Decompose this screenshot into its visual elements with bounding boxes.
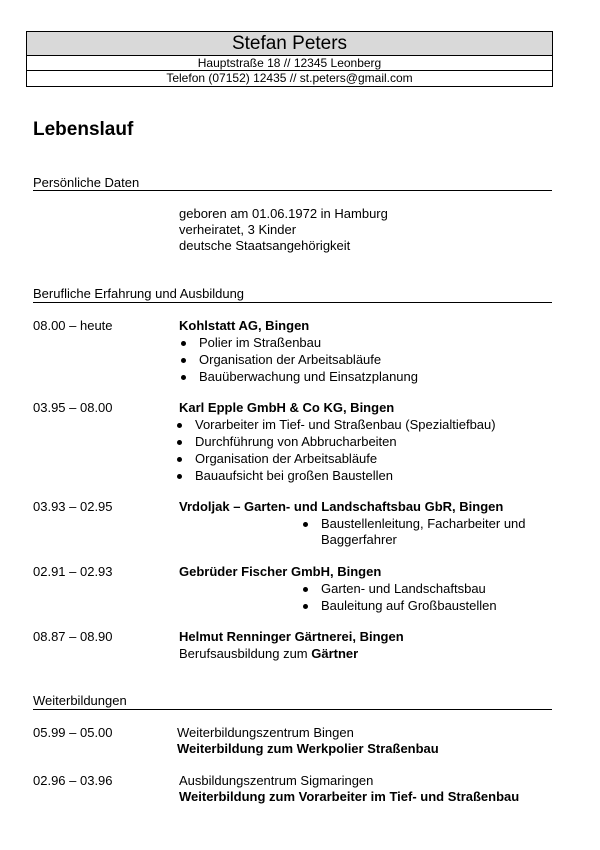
entry-item: Durchführung von Abbrucharbeiten bbox=[195, 434, 397, 449]
training-course: Weiterbildung zum Vorarbeiter im Tief- und Straßenbau bbox=[179, 789, 520, 804]
section-divider bbox=[33, 190, 552, 191]
training-course: Weiterbildung zum Werkpolier Straßenbau bbox=[177, 741, 439, 756]
bullet-icon bbox=[177, 440, 182, 445]
entry-item: Bauüberwachung und Einsatzplanung bbox=[199, 369, 419, 384]
entry-date: 08.87 – 08.90 bbox=[33, 629, 113, 644]
entry-company: Vrdoljak – Garten- und Landschaftsbau GbR, Bingen bbox=[179, 499, 504, 514]
resume-header bbox=[26, 31, 553, 87]
entry-item: Bauleitung auf Großbaustellen bbox=[321, 598, 497, 613]
section-heading-experience: Berufliche Erfahrung und Ausbildung bbox=[33, 286, 245, 301]
personal-line: deutsche Staatsangehörigkeit bbox=[179, 238, 351, 253]
bullet-icon bbox=[303, 587, 308, 592]
training-date: 02.96 – 03.96 bbox=[33, 773, 113, 788]
bullet-icon bbox=[181, 375, 186, 380]
training-institution: Ausbildungszentrum Sigmaringen bbox=[179, 773, 374, 788]
applicant-name: Stefan Peters bbox=[27, 32, 552, 56]
entry-description bbox=[179, 646, 358, 662]
entry-description-profession: Gärtner bbox=[311, 646, 359, 661]
entry-description-text: Berufsausbildung zum bbox=[179, 646, 312, 661]
section-heading-personal: Persönliche Daten bbox=[33, 175, 140, 190]
entry-item: Organisation der Arbeitsabläufe bbox=[199, 352, 382, 367]
entry-item: Organisation der Arbeitsabläufe bbox=[195, 451, 378, 466]
bullet-icon bbox=[303, 604, 308, 609]
entry-item: Vorarbeiter im Tief- und Straßenbau (Spezialtiefbau) bbox=[195, 417, 496, 432]
bullet-icon bbox=[181, 341, 186, 346]
entry-company: Gebrüder Fischer GmbH, Bingen bbox=[179, 564, 382, 579]
training-institution: Weiterbildungszentrum Bingen bbox=[177, 725, 354, 740]
entry-date: 08.00 – heute bbox=[33, 318, 113, 333]
entry-company: Kohlstatt AG, Bingen bbox=[179, 318, 310, 333]
section-heading-training: Weiterbildungen bbox=[33, 693, 127, 708]
entry-company: Helmut Renninger Gärtnerei, Bingen bbox=[179, 629, 404, 644]
entry-item: Polier im Straßenbau bbox=[199, 335, 322, 350]
bullet-icon bbox=[177, 474, 182, 479]
entry-date: 03.95 – 08.00 bbox=[33, 400, 113, 415]
personal-line: geboren am 01.06.1972 in Hamburg bbox=[179, 206, 388, 221]
section-divider bbox=[33, 302, 552, 303]
applicant-contact: Telefon (07152) 12435 // st.peters@gmail.com bbox=[166, 71, 413, 85]
bullet-icon bbox=[177, 457, 182, 462]
entry-date: 02.91 – 02.93 bbox=[33, 564, 113, 579]
document-title: Lebenslauf bbox=[33, 119, 134, 140]
entry-date: 03.93 – 02.95 bbox=[33, 499, 113, 514]
entry-item: Baustellenleitung, Facharbeiter und bbox=[321, 516, 526, 531]
section-divider bbox=[33, 709, 552, 710]
training-date: 05.99 – 05.00 bbox=[33, 725, 113, 740]
entry-item: Bauaufsicht bei großen Baustellen bbox=[195, 468, 394, 483]
applicant-address: Hauptstraße 18 // 12345 Leonberg bbox=[27, 56, 552, 71]
entry-company: Karl Epple GmbH & Co KG, Bingen bbox=[179, 400, 395, 415]
entry-item: Garten- und Landschaftsbau bbox=[321, 581, 486, 596]
personal-line: verheiratet, 3 Kinder bbox=[179, 222, 297, 237]
entry-item-continuation: Baggerfahrer bbox=[321, 532, 397, 547]
bullet-icon bbox=[181, 358, 186, 363]
bullet-icon bbox=[303, 522, 308, 527]
bullet-icon bbox=[177, 423, 182, 428]
